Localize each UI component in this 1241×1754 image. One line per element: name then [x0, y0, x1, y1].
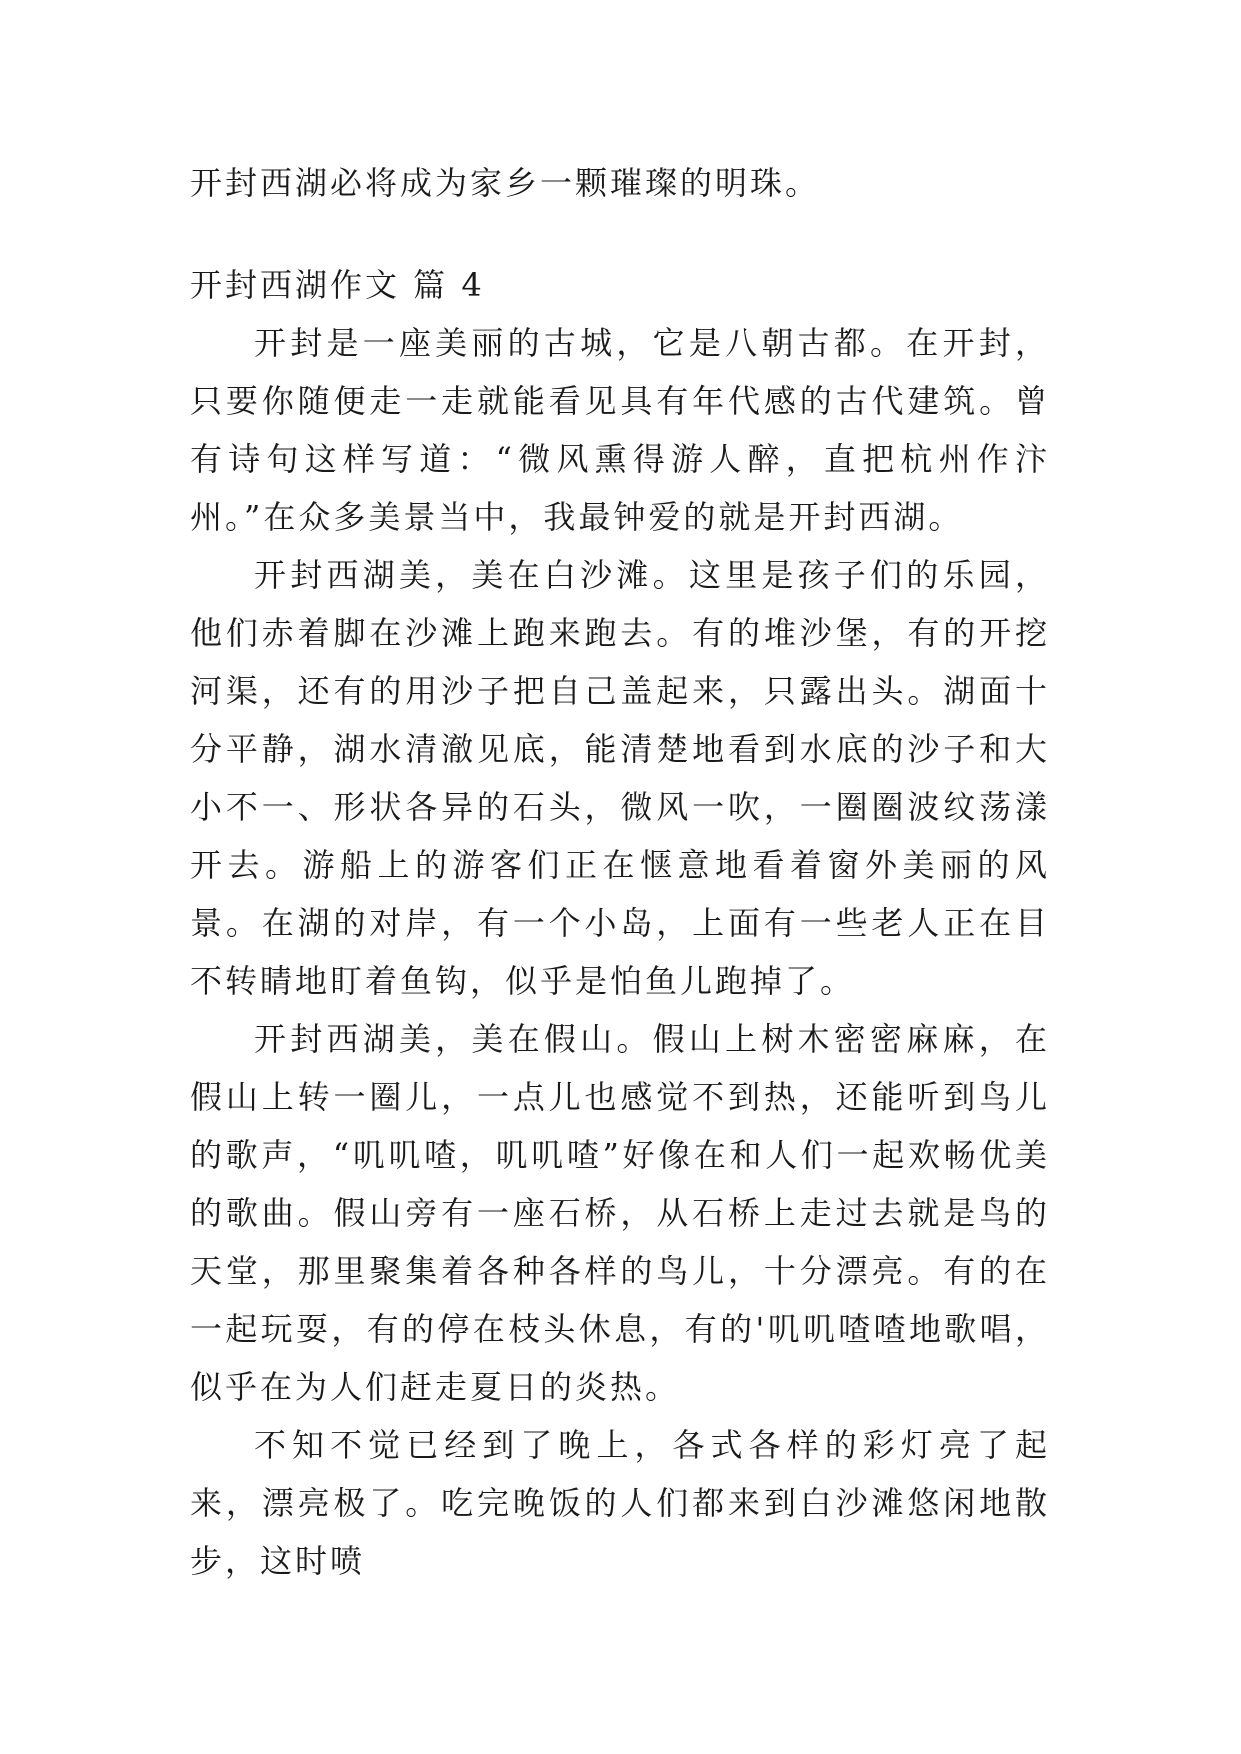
intro-line: 开封西湖必将成为家乡一颗璀璨的明珠。 — [190, 164, 821, 202]
section-title: 开封西湖作文 篇 4 — [190, 266, 485, 304]
document-body — [190, 154, 1050, 1590]
paragraph-2: 开封西湖美，美在白沙滩。这里是孩子们的乐园，他们赤着脚在沙滩上跑来跑去。有的堆沙堡，有的开挖河渠，还有的用沙子把自己盖起来，只露出头。湖面十分平静，湖水清澈见底，能清楚地看到水底的沙子和大小不一、形状各异的石头，微风一吹，一圈圈波纹荡漾开去。游船上的游客们正在惬意地看着窗外美丽的风景。在湖的对岸，有一个小岛，上面有一些老人正在目不转睛地盯着鱼钩，似乎是怕鱼儿跑掉了。 — [190, 556, 1050, 1000]
paragraph-1: 开封是一座美丽的古城，它是八朝古都。在开封，只要你随便走一走就能看见具有年代感的古代建筑。曾有诗句这样写道：“微风熏得游人醉，直把杭州作汴州。”在众多美景当中，我最钟爱的就是开封西湖。 — [190, 324, 1050, 536]
paragraph-3: 开封西湖美，美在假山。假山上树木密密麻麻，在假山上转一圈儿，一点儿也感觉不到热，还能听到鸟儿的歌声，“叽叽喳，叽叽喳”好像在和人们一起欢畅优美的歌曲。假山旁有一座石桥，从石桥上走过去就是鸟的天堂，那里聚集着各种各样的鸟儿，十分漂亮。有的在一起玩耍，有的停在枝头休息，有的'叽叽喳喳地歌唱，似乎在为人们赶走夏日的炎热。 — [190, 1020, 1050, 1406]
paragraph-4: 不知不觉已经到了晚上，各式各样的彩灯亮了起来，漂亮极了。吃完晚饭的人们都来到白沙滩悠闲地散步，这时喷 — [190, 1426, 1050, 1580]
